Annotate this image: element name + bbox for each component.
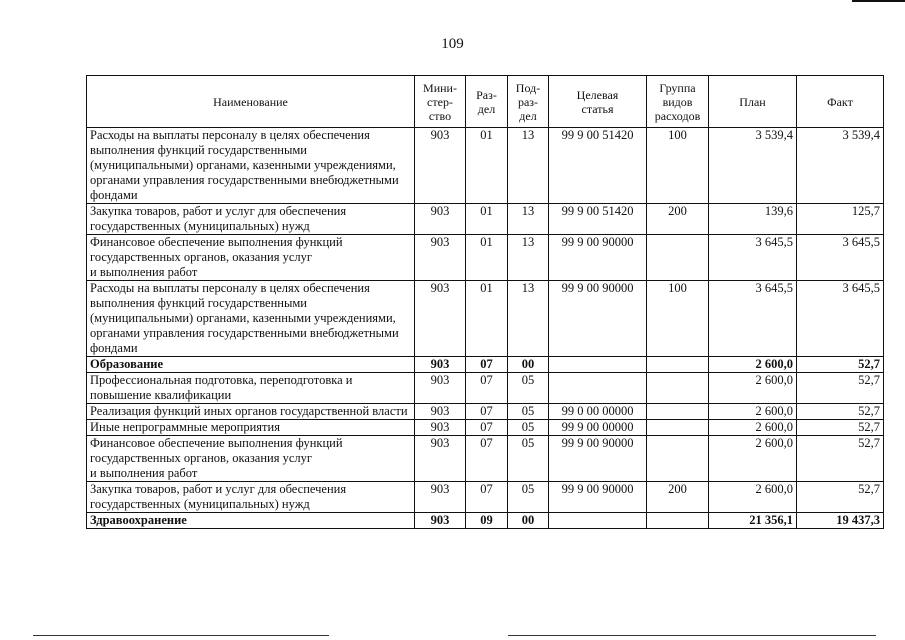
table-header-row xyxy=(87,76,884,128)
table-row xyxy=(87,204,884,235)
budget-table xyxy=(86,75,884,529)
cell-ministry: 903 xyxy=(415,420,466,436)
header-group: Группа видов расходов xyxy=(647,76,709,128)
cell-section: 07 xyxy=(466,482,508,513)
cell-fact: 3 645,5 xyxy=(797,235,884,281)
cell-section: 07 xyxy=(466,373,508,404)
cell-subsection: 05 xyxy=(508,436,549,482)
header-name: Наименование xyxy=(87,76,415,128)
cell-subsection: 13 xyxy=(508,204,549,235)
cell-subsection: 05 xyxy=(508,373,549,404)
cell-subsection: 13 xyxy=(508,281,549,357)
cell-section: 07 xyxy=(466,357,508,373)
table-row xyxy=(87,513,884,529)
cell-section: 09 xyxy=(466,513,508,529)
cell-section: 07 xyxy=(466,420,508,436)
cell-subsection: 00 xyxy=(508,357,549,373)
cell-subsection: 00 xyxy=(508,513,549,529)
cell-ministry: 903 xyxy=(415,436,466,482)
header-plan: План xyxy=(709,76,797,128)
cell-fact: 52,7 xyxy=(797,404,884,420)
footer-rule-left xyxy=(33,635,329,636)
table-row xyxy=(87,436,884,482)
cell-name: Профессиональная подготовка, переподготовка и повышение квалификации xyxy=(87,373,415,404)
cell-section: 07 xyxy=(466,436,508,482)
cell-plan: 3 645,5 xyxy=(709,235,797,281)
cell-subsection: 05 xyxy=(508,482,549,513)
cell-ministry: 903 xyxy=(415,128,466,204)
cell-group xyxy=(647,373,709,404)
header-fact: Факт xyxy=(797,76,884,128)
cell-ministry: 903 xyxy=(415,373,466,404)
cell-subsection: 13 xyxy=(508,128,549,204)
header-ministry: Мини- стер- ство xyxy=(415,76,466,128)
cell-ministry: 903 xyxy=(415,482,466,513)
cell-group: 200 xyxy=(647,204,709,235)
cell-section: 01 xyxy=(466,235,508,281)
cell-section: 07 xyxy=(466,404,508,420)
cell-plan: 139,6 xyxy=(709,204,797,235)
cell-fact: 19 437,3 xyxy=(797,513,884,529)
cell-fact: 52,7 xyxy=(797,482,884,513)
cell-ministry: 903 xyxy=(415,404,466,420)
cell-fact: 52,7 xyxy=(797,357,884,373)
cell-section: 01 xyxy=(466,128,508,204)
cell-plan: 21 356,1 xyxy=(709,513,797,529)
cell-target: 99 0 00 00000 xyxy=(549,404,647,420)
table-row xyxy=(87,373,884,404)
cell-fact: 52,7 xyxy=(797,436,884,482)
cell-name: Здравоохранение xyxy=(87,513,415,529)
cell-fact: 52,7 xyxy=(797,373,884,404)
cell-fact: 3 645,5 xyxy=(797,281,884,357)
cell-target: 99 9 00 51420 xyxy=(549,204,647,235)
cell-name: Закупка товаров, работ и услуг для обеспечения государственных (муниципальных) нужд xyxy=(87,482,415,513)
cell-subsection: 05 xyxy=(508,420,549,436)
cell-group xyxy=(647,513,709,529)
cell-target: 99 9 00 51420 xyxy=(549,128,647,204)
cell-name: Финансовое обеспечение выполнения функций государственных органов, оказания услуг и выполнения работ xyxy=(87,436,415,482)
cell-ministry: 903 xyxy=(415,513,466,529)
cell-group xyxy=(647,404,709,420)
cell-group xyxy=(647,357,709,373)
cell-group xyxy=(647,420,709,436)
cell-name: Закупка товаров, работ и услуг для обеспечения государственных (муниципальных) нужд xyxy=(87,204,415,235)
cell-target: 99 9 00 90000 xyxy=(549,436,647,482)
table-row xyxy=(87,235,884,281)
cell-ministry: 903 xyxy=(415,281,466,357)
cell-group: 100 xyxy=(647,281,709,357)
cell-name: Расходы на выплаты персоналу в целях обеспечения выполнения функций государственными (муниципальными) органами, казенными учреждениями, органами управления государственными внебюджетными фондами xyxy=(87,281,415,357)
cell-name: Реализация функций иных органов государственной власти xyxy=(87,404,415,420)
cell-fact: 125,7 xyxy=(797,204,884,235)
cell-group: 100 xyxy=(647,128,709,204)
cell-name: Финансовое обеспечение выполнения функций государственных органов, оказания услуг и выполнения работ xyxy=(87,235,415,281)
header-section: Раз- дел xyxy=(466,76,508,128)
cell-name: Иные непрограммные мероприятия xyxy=(87,420,415,436)
cell-plan: 2 600,0 xyxy=(709,482,797,513)
cell-target: 99 9 00 90000 xyxy=(549,482,647,513)
footer-rule-right xyxy=(508,635,876,636)
cell-plan: 2 600,0 xyxy=(709,373,797,404)
table-row xyxy=(87,404,884,420)
table-row xyxy=(87,420,884,436)
cell-plan: 2 600,0 xyxy=(709,404,797,420)
cell-fact: 3 539,4 xyxy=(797,128,884,204)
cell-target: 99 9 00 00000 xyxy=(549,420,647,436)
table-row xyxy=(87,128,884,204)
cell-target xyxy=(549,373,647,404)
cell-name: Образование xyxy=(87,357,415,373)
cell-target xyxy=(549,357,647,373)
cell-group xyxy=(647,235,709,281)
cell-group: 200 xyxy=(647,482,709,513)
cell-target: 99 9 00 90000 xyxy=(549,281,647,357)
table-row xyxy=(87,482,884,513)
cell-section: 01 xyxy=(466,204,508,235)
cell-subsection: 05 xyxy=(508,404,549,420)
cell-ministry: 903 xyxy=(415,204,466,235)
cell-target: 99 9 00 90000 xyxy=(549,235,647,281)
cell-ministry: 903 xyxy=(415,357,466,373)
table-row xyxy=(87,281,884,357)
top-rule xyxy=(852,0,905,2)
cell-plan: 2 600,0 xyxy=(709,436,797,482)
cell-group xyxy=(647,436,709,482)
cell-subsection: 13 xyxy=(508,235,549,281)
cell-plan: 2 600,0 xyxy=(709,357,797,373)
header-subsection: Под- раз- дел xyxy=(508,76,549,128)
cell-name: Расходы на выплаты персоналу в целях обеспечения выполнения функций государственными (муниципальными) органами, казенными учреждениями, органами управления государственными внебюджетными фондами xyxy=(87,128,415,204)
cell-plan: 3 539,4 xyxy=(709,128,797,204)
table-row xyxy=(87,357,884,373)
header-target: Целевая статья xyxy=(549,76,647,128)
cell-fact: 52,7 xyxy=(797,420,884,436)
cell-plan: 3 645,5 xyxy=(709,281,797,357)
page-number: 109 xyxy=(441,36,464,52)
cell-ministry: 903 xyxy=(415,235,466,281)
cell-target xyxy=(549,513,647,529)
cell-plan: 2 600,0 xyxy=(709,420,797,436)
cell-section: 01 xyxy=(466,281,508,357)
